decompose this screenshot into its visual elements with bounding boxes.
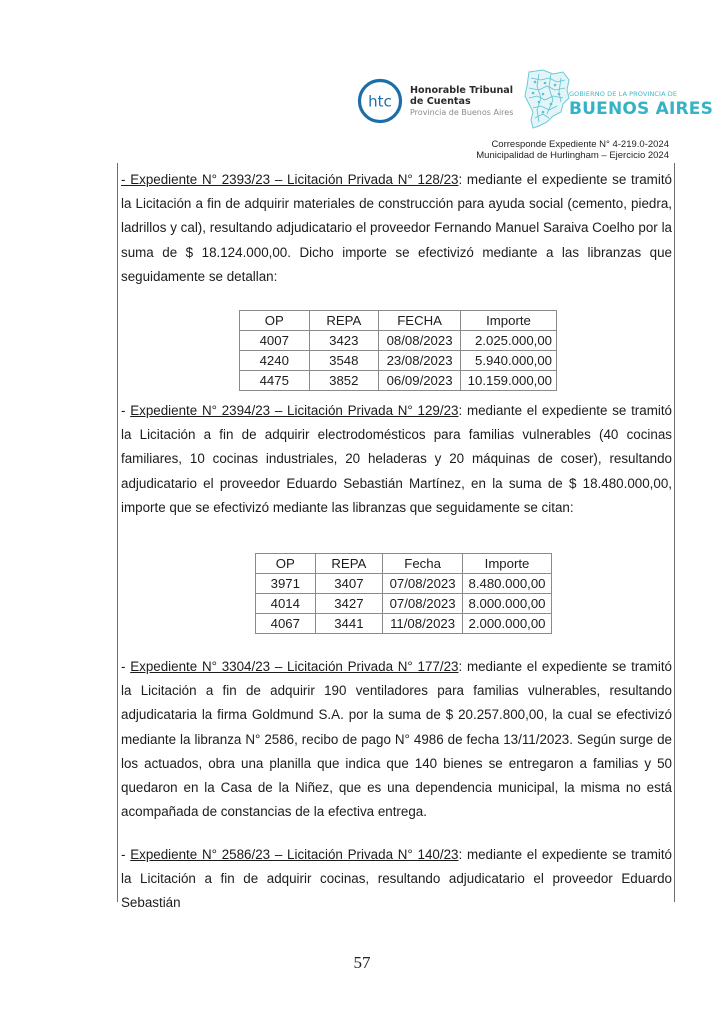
htc-logo-text [410, 85, 513, 118]
cell-op: 3971 [256, 574, 316, 594]
libranzas-table-1 [239, 310, 557, 391]
cell-importe: 2.000.000,00 [463, 614, 552, 634]
content-frame [117, 163, 675, 911]
ba-big-text: BUENOS AIRES [569, 99, 714, 119]
svg-text:htc: htc [368, 92, 392, 111]
section-body: : mediante el expediente se tramitó la Licitación a fin de adquirir electrodomésticos para familias vulnerables (40 cocinas familiares, 10 cocinas industriales, 20 heladeras y 20 máquinas de coser), resultando adjudicatario el proveedor Eduardo Sebastián Martínez, en la suma de $ 18.480.000,00, importe que se efectivizó mediante las libranzas que seguidamente se citan: [121, 403, 672, 515]
cell-importe: 10.159.000,00 [461, 371, 557, 391]
cell-op: 4475 [240, 371, 310, 391]
section-body: : mediante el expediente se tramitó la Licitación a fin de adquirir cocinas, resultando adjudicatario el proveedor Eduardo Sebastián [121, 847, 672, 911]
col-header-op: OP [240, 311, 310, 331]
cell-repa: 3441 [315, 614, 383, 634]
cell-repa: 3427 [315, 594, 383, 614]
table-row [240, 351, 557, 371]
cell-op: 4014 [256, 594, 316, 614]
libranzas-table-2 [255, 553, 552, 634]
table-header-row [256, 554, 552, 574]
table-row [256, 614, 552, 634]
section-title: Expediente N° 3304/23 – Licitación Privada N° 177/23 [130, 659, 459, 674]
cell-importe: 5.940.000,00 [461, 351, 557, 371]
section-title: Expediente N° 2394/23 – Licitación Privada N° 129/23 [130, 403, 459, 418]
col-header-repa: REPA [315, 554, 383, 574]
section-body: : mediante el expediente se tramitó la Licitación a fin de adquirir materiales de construcción para ayuda social (cemento, piedra, ladrillos y cal), resultando adjudicatario el proveedor Fernando Manuel Saraiva Coelho por la suma de $ 18.124.000,00. Dicho importe se efectivizó mediante a las libranzas que seguidamente se detallan: [121, 172, 672, 284]
section-title: Expediente N° 2586/23 – Licitación Privada N° 140/23 [130, 847, 459, 862]
cell-importe: 2.025.000,00 [461, 331, 557, 351]
col-header-repa: REPA [309, 311, 379, 331]
cell-repa: 3407 [315, 574, 383, 594]
cell-repa: 3852 [309, 371, 379, 391]
cell-fecha: 08/08/2023 [379, 331, 461, 351]
section-expediente-3304 [121, 655, 672, 824]
buenos-aires-logo-text [569, 90, 713, 119]
table-row [240, 331, 557, 351]
section-expediente-2394 [121, 399, 672, 520]
section-title: - Expediente N° 2393/23 – Licitación Privada N° 128/23 [121, 172, 459, 187]
col-header-importe: Importe [461, 311, 557, 331]
table-row [240, 371, 557, 391]
table-row [256, 594, 552, 614]
col-header-importe: Importe [463, 554, 552, 574]
section-body: : mediante el expediente se tramitó la Licitación a fin de adquirir 190 ventiladores para familias vulnerables, resultando adjudicataria la firma Goldmund S.A. por la suma de $ 20.257.800,00, la cual se efectivizó mediante la libranza N° 2586, recibo de pago N° 4986 de fecha 13/11/2023. Según surge de los actuados, obra una planilla que indica que 140 bienes se entregaron a familias y 50 quedaron en la Casa de la Niñez, que es una dependencia municipal, la misma no está acompañada de constancias de la efectiva entrega. [121, 659, 672, 820]
page-number: 57 [353, 953, 371, 972]
cell-fecha: 07/08/2023 [383, 574, 463, 594]
reference-line2: Municipalidad de Hurlingham – Ejercicio 2024 [476, 150, 669, 161]
header-logos [357, 68, 714, 130]
cell-fecha: 23/08/2023 [379, 351, 461, 371]
htc-line1: Honorable Tribunal [410, 85, 514, 96]
col-header-op: OP [256, 554, 316, 574]
section-prefix: - [121, 847, 131, 862]
section-expediente-2586 [121, 843, 672, 916]
buenos-aires-map-icon [523, 68, 571, 130]
cell-fecha: 11/08/2023 [383, 614, 463, 634]
section-prefix: - [121, 659, 131, 674]
expediente-reference [476, 139, 669, 161]
htc-line2: de Cuentas [410, 96, 471, 107]
col-header-fecha: FECHA [379, 311, 461, 331]
ba-small-text: GOBIERNO DE LA PROVINCIA DE [569, 90, 678, 98]
reference-line1: Corresponde Expediente N° 4-219.0-2024 [491, 139, 669, 150]
cell-repa: 3423 [309, 331, 379, 351]
cell-op: 4067 [256, 614, 316, 634]
table-header-row [240, 311, 557, 331]
col-header-fecha: Fecha [383, 554, 463, 574]
cell-repa: 3548 [309, 351, 379, 371]
cell-importe: 8.000.000,00 [463, 594, 552, 614]
htc-line3: Provincia de Buenos Aires [410, 108, 514, 117]
section-prefix: - [121, 403, 131, 418]
cell-op: 4240 [240, 351, 310, 371]
cell-fecha: 06/09/2023 [379, 371, 461, 391]
table-row [256, 574, 552, 594]
cell-op: 4007 [240, 331, 310, 351]
cell-fecha: 07/08/2023 [383, 594, 463, 614]
section-expediente-2393 [121, 168, 672, 289]
cell-importe: 8.480.000,00 [463, 574, 552, 594]
htc-logo-icon [357, 78, 403, 124]
